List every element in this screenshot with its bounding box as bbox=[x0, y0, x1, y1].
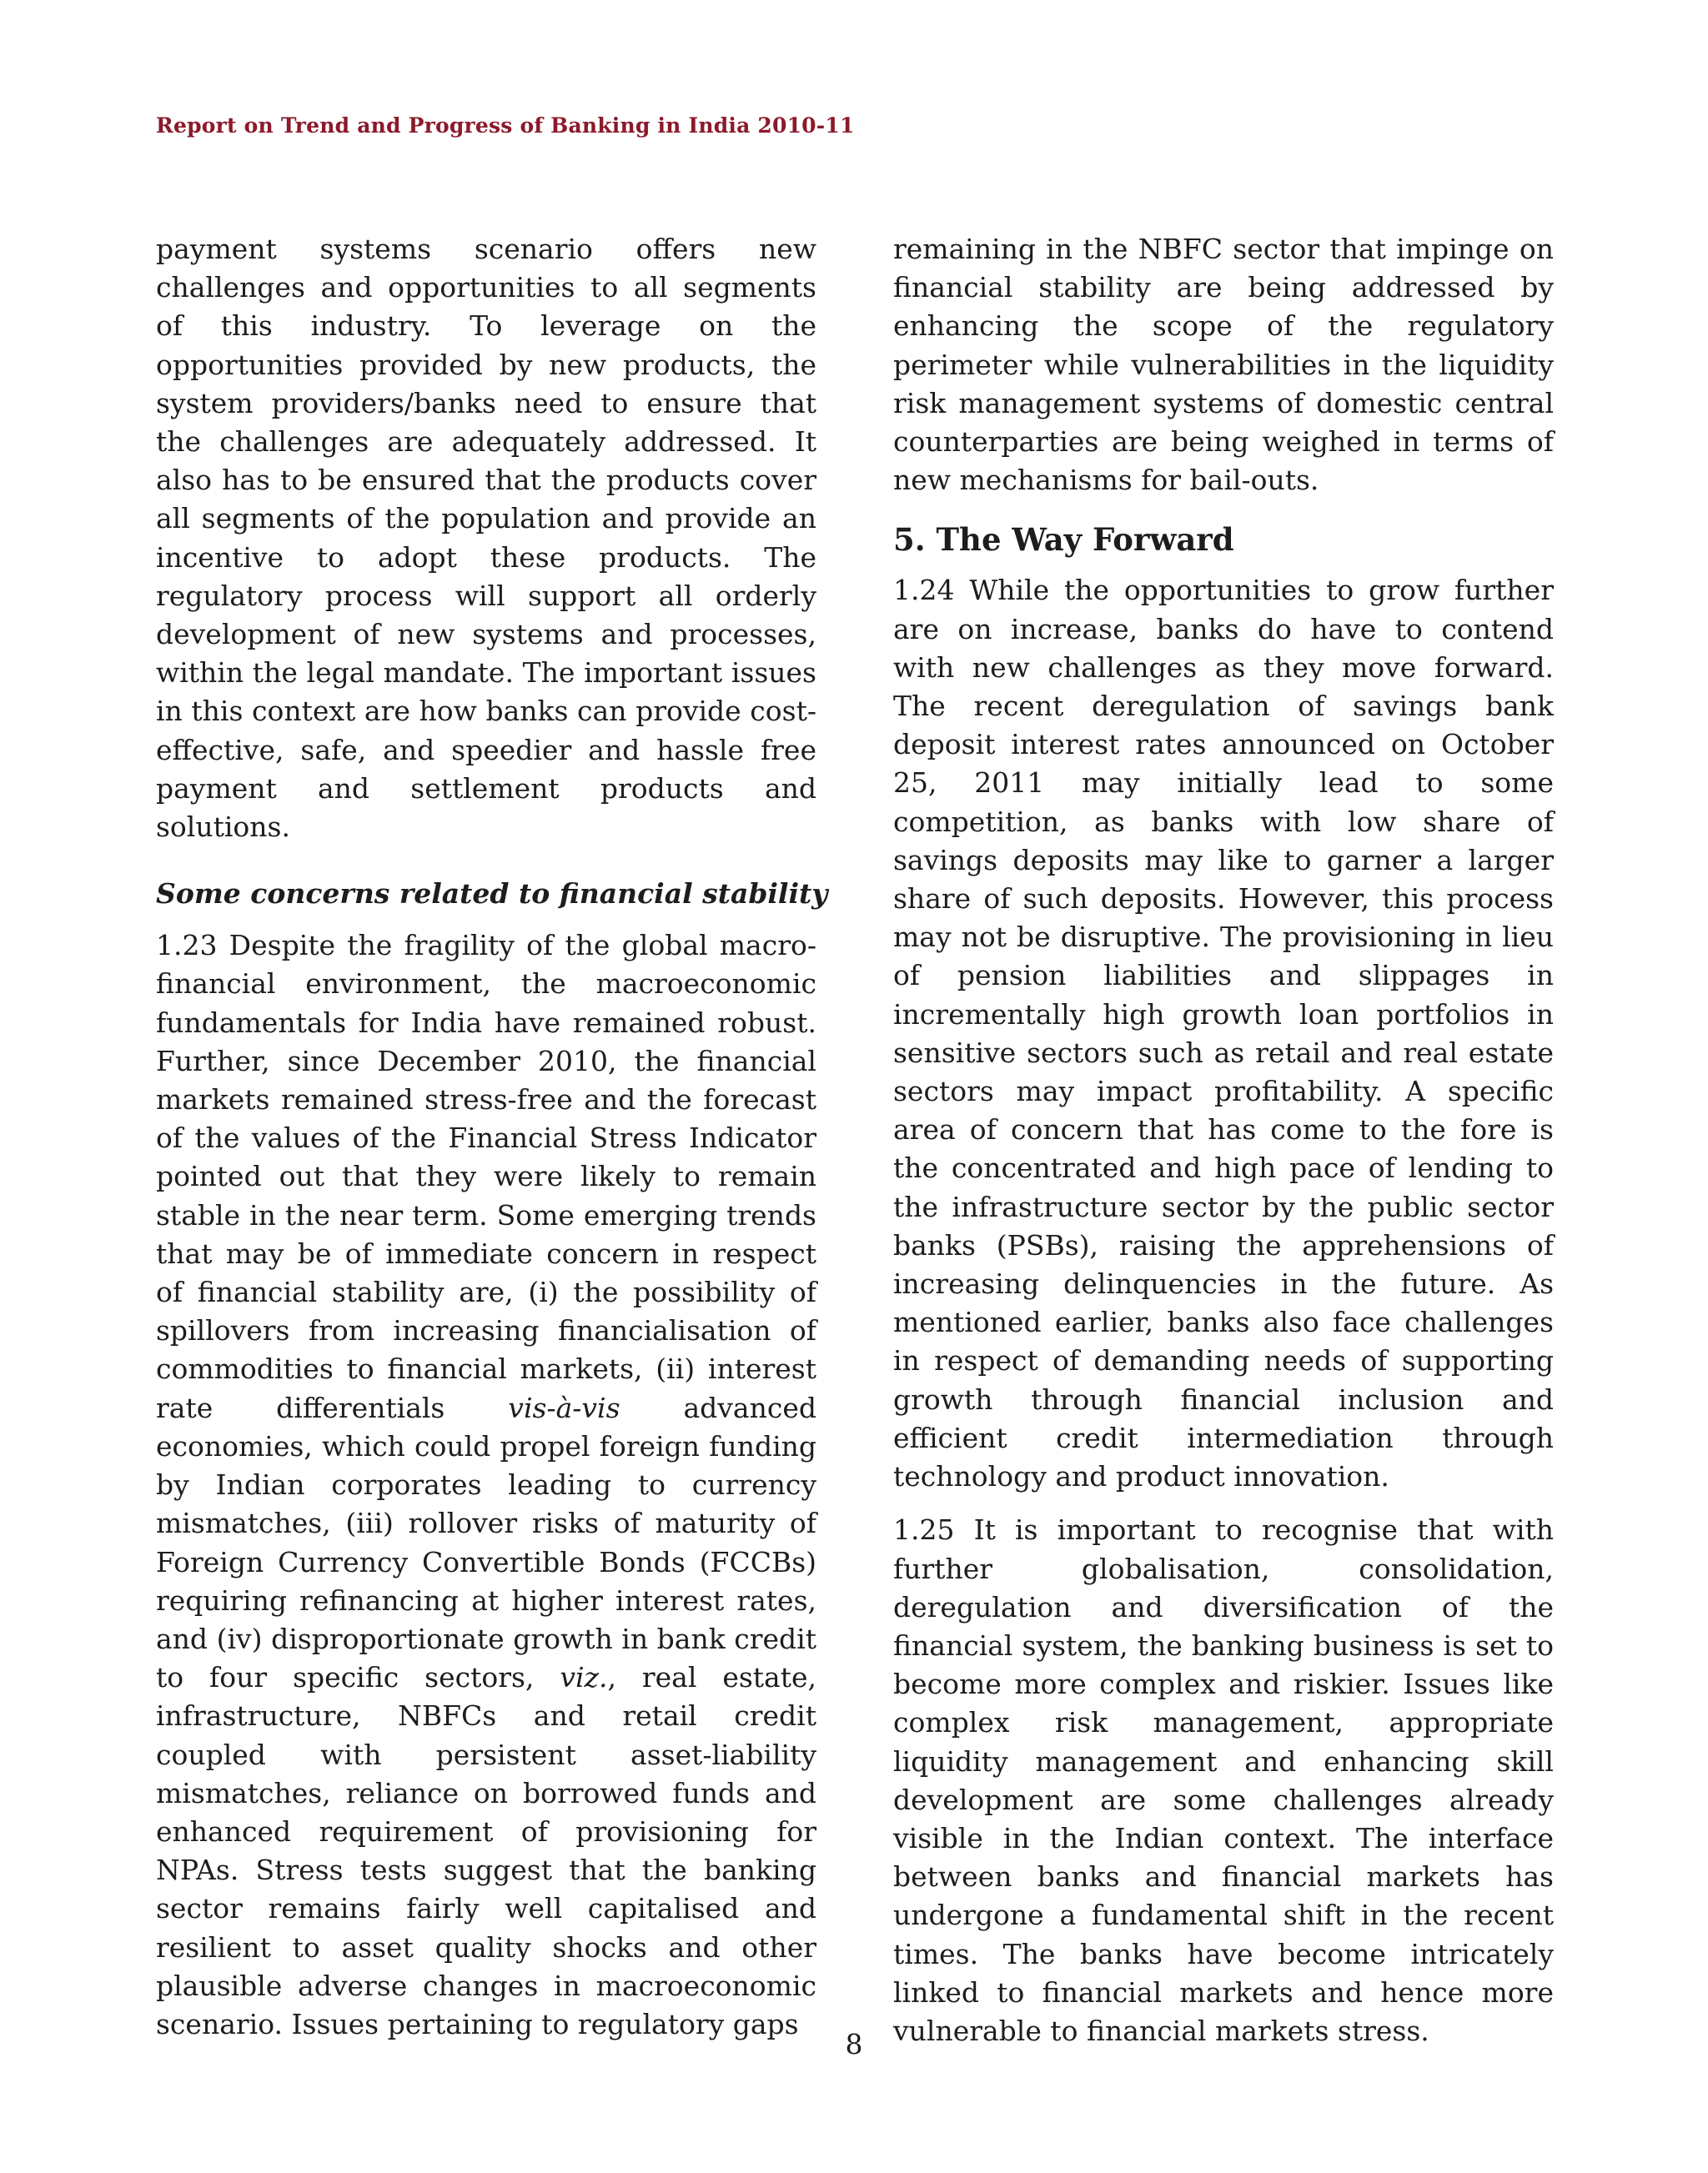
section-heading-way-forward: 5. The Way Forward bbox=[893, 521, 1234, 559]
paragraph-1-23-part1: 1.23 Despite the fragility of the global macro-financial environment, the macroeconomic fundamentals for India have remained robust. Further, since December 2010, the financial markets remained stress-free and the forecast of the values of the Financial Stress Indicator pointed out that they were likely to remain stable in the near term. Some emerging trends that may be of immediate concern in respect of financial stability are, (i) the possibility of spillovers from increasing financialisation of commodities to financial markets, (ii) interest rate differentials bbox=[156, 929, 816, 1424]
paragraph-1-23-part3: , real estate, infrastructure, NBFCs and retail credit coupled with persistent asset-liability mismatches, reliance on borrowed funds and enhanced requirement of provisioning for NPAs. Stress tests suggest that the banking sector remains fairly well capitalised and resilient to asset quality shocks and other plausible adverse changes in macroeconomic scenario. Issues pertaining to regulatory gaps bbox=[156, 1661, 816, 2040]
paragraph-1-23-italic-vis-a-vis: vis-à-vis bbox=[508, 1391, 620, 1424]
paragraph-1-23-part2: advanced economies, which could propel foreign funding by Indian corporates leading to currency mismatches, (iii) rollover risks of maturity of Foreign Currency Convertible Bonds (FCCBs) requiring refinancing at higher interest rates, and (iv) disproportionate growth in bank credit to four specific sectors, bbox=[156, 1391, 816, 1694]
subheading-financial-stability: Some concerns related to financial stability bbox=[156, 877, 828, 911]
page-number: 8 bbox=[845, 2028, 863, 2060]
paragraph-1-24: 1.24 While the opportunities to grow further are on increase, banks do have to contend with new challenges as they move forward. The recent deregulation of savings bank deposit interest rates announced on October 25, 2011 may initially lead to some competition, as banks with low share of savings deposits may like to garner a larger share of such deposits. However, this process may not be disruptive. The provisioning in lieu of pension liabilities and slippages in incrementally high growth loan portfolios in sensitive sectors such as retail and real estate sectors may impact profitability. A specific area of concern that has come to the fore is the concentrated and high pace of lending to the infrastructure sector by the public sector banks (PSBs), raising the apprehensions of increasing delinquencies in the future. As mentioned earlier, banks also face challenges in respect of demanding needs of supporting growth through financial inclusion and efficient credit intermediation through technology and product innovation. bbox=[893, 574, 1554, 1493]
paragraph-payment-systems: payment systems scenario offers new challenges and opportunities to all segments of this industry. To leverage on the opportunities provided by new products, the system providers/banks need to ensure that the challenges are adequately addressed. It also has to be ensured that the products cover all segments of the population and provide an incentive to adopt these products. The regulatory process will support all orderly development of new systems and processes, within the legal mandate. The important issues in this context are how banks can provide cost-effective, safe, and speedier and hassle free payment and settlement products and solutions. bbox=[156, 233, 816, 844]
paragraph-1-25: 1.25 It is important to recognise that with further globalisation, consolidation, deregulation and diversification of the financial system, the banking business is set to become more complex and riskier. Issues like complex risk management, appropriate liquidity management and enhancing skill development are some challenges already visible in the Indian context. The interface between banks and financial markets has undergone a fundamental shift in the recent times. The banks have become intricately linked to financial markets and hence more vulnerable to financial markets stress. bbox=[893, 1513, 1554, 2047]
right-column bbox=[893, 230, 1554, 2065]
paragraph-1-23 bbox=[156, 926, 816, 2044]
paragraph-nbfc-continued: remaining in the NBFC sector that impinge on financial stability are being addressed by enhancing the scope of the regulatory perimeter while vulnerabilities in the liquidity risk management systems of domestic central counterparties are being weighed in terms of new mechanisms for bail-outs. bbox=[893, 233, 1554, 497]
running-header-title: Report on Trend and Progress of Banking in India 2010-11 bbox=[156, 113, 855, 138]
left-column bbox=[156, 230, 828, 2059]
paragraph-1-23-italic-viz: viz. bbox=[560, 1661, 608, 1694]
